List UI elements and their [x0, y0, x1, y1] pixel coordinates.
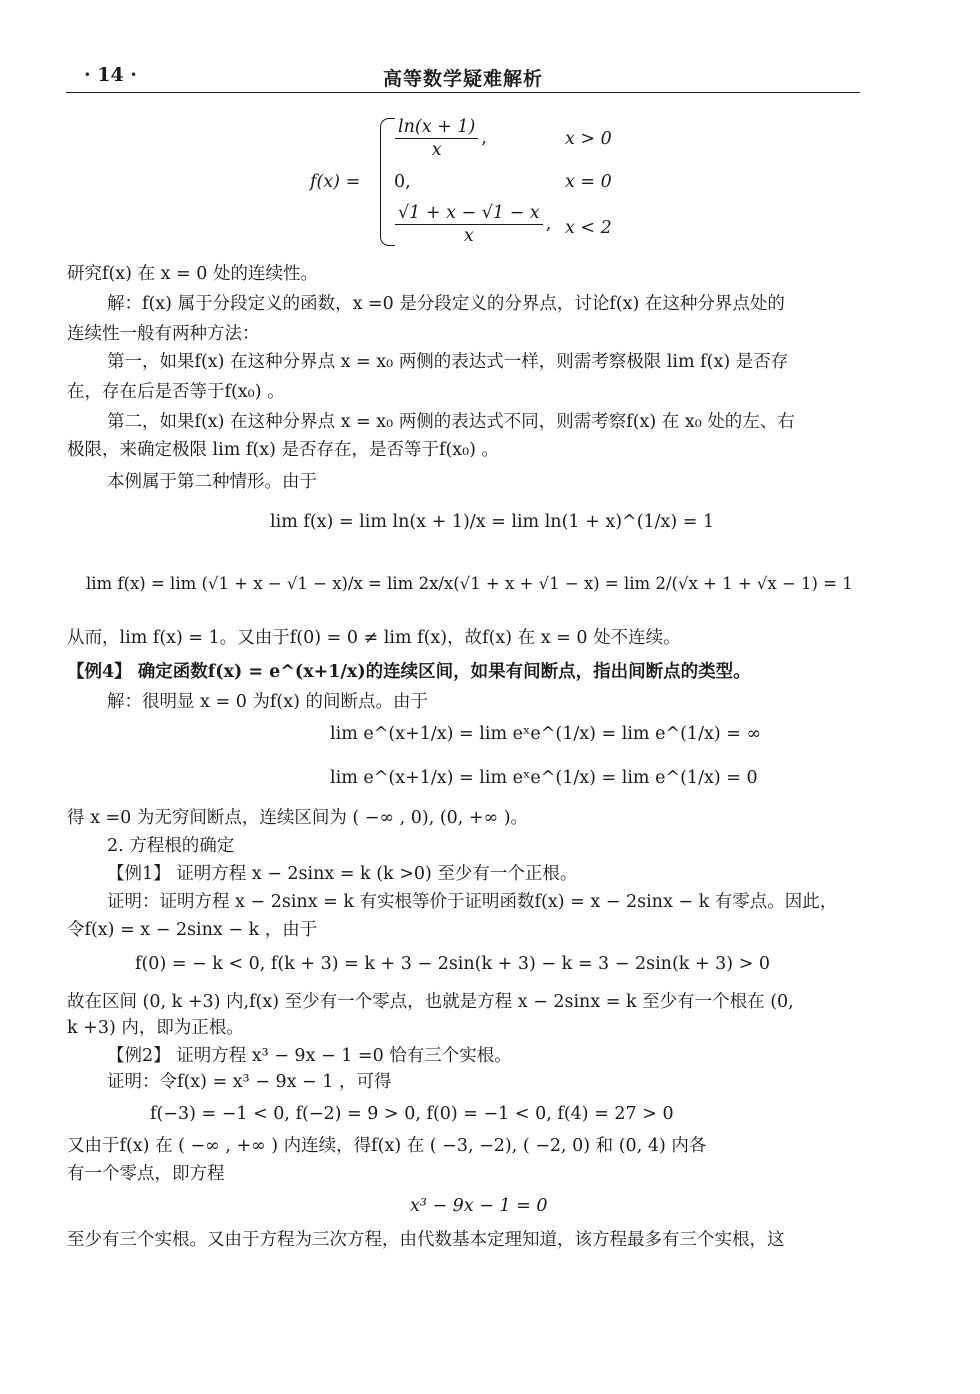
equation-values: f(−3) = −1 < 0, f(−2) = 9 > 0, f(0) = −1 < 0, f(4) = 27 > 0 — [150, 1104, 674, 1124]
text-line: 连续性一般有两种方法： — [67, 324, 260, 344]
equation-e-plus: lim e^(x+1/x) = lim eˣe^(1/x) = lim e^(1/x) = ∞ — [330, 724, 762, 744]
text-line: 本例属于第二种情形。由于 — [107, 472, 317, 492]
example-heading: 【例4】 确定函数f(x) = e^(x+1/x)的连续区间，如果有间断点，指出间断点的类型。 — [67, 662, 751, 682]
text-line: 得 x =0 为无穷间断点，连续区间为 ( −∞ , 0), (0, +∞ )。 — [67, 808, 529, 828]
text-line: 又由于f(x) 在 ( −∞ , +∞ ) 内连续，得f(x) 在 ( −3, −2), ( −2, 0) 和 (0, 4) 内各 — [67, 1136, 707, 1156]
case-2-condition: x = 0 — [565, 172, 612, 192]
text-line: 解：很明显 x = 0 为f(x) 的间断点。由于 — [107, 692, 428, 712]
equation-e-minus: lim e^(x+1/x) = lim eˣe^(1/x) = lim e^(1/x) = 0 — [330, 768, 758, 788]
text-line: 解：f(x) 属于分段定义的函数，x =0 是分段定义的分界点，讨论f(x) 在这种分界点处的 — [107, 294, 785, 314]
case-3-condition: x < 2 — [565, 218, 612, 238]
case-3-denominator: x — [463, 226, 474, 246]
case-1-condition: x > 0 — [565, 129, 612, 149]
page-header — [66, 62, 860, 93]
example-heading: 【例2】 证明方程 x³ − 9x − 1 =0 恰有三个实根。 — [107, 1046, 512, 1066]
text-line: 故在区间 (0, k +3) 内,f(x) 至少有一个零点，也就是方程 x − 2sinx = k 至少有一个根在 (0, — [67, 992, 794, 1012]
equation-cubic: x³ − 9x − 1 = 0 — [410, 1196, 548, 1216]
section-heading: 2. 方程根的确定 — [107, 836, 235, 856]
equation-left-limit: lim f(x) = lim (√1 + x − √1 − x)/x = lim 2x/x(√1 + x + √1 − x) = lim 2/(√x + 1 + √x − 1) = 1 — [86, 574, 853, 593]
text-line: 在，存在后是否等于f(x₀) 。 — [67, 382, 285, 402]
case-3-numerator: √1 + x − √1 − x — [395, 202, 543, 225]
text-line: k +3) 内，即为正根。 — [67, 1018, 244, 1038]
book-title: 高等数学疑难解析 — [382, 68, 543, 90]
piecewise-lhs: f(x) = — [310, 172, 361, 192]
example-heading: 【例1】 证明方程 x − 2sinx = k (k >0) 至少有一个正根。 — [107, 864, 578, 884]
case-1-numerator: ln(x + 1) — [395, 116, 478, 139]
equation-k: f(0) = − k < 0, f(k + 3) = k + 3 − 2sin(k + 3) − k = 3 − 2sin(k + 3) > 0 — [135, 954, 771, 974]
text-line: 极限，来确定极限 lim f(x) 是否存在，是否等于f(x₀) 。 — [67, 440, 500, 460]
equation-right-limit: lim f(x) = lim ln(x + 1)/x = lim ln(1 + x)^(1/x) = 1 — [270, 512, 715, 532]
text-line: 至少有三个实根。又由于方程为三次方程，由代数基本定理知道，该方程最多有三个实根，这 — [67, 1230, 785, 1250]
text-line: 第一，如果f(x) 在这种分界点 x = x₀ 两侧的表达式一样，则需考察极限 lim f(x) 是否存 — [107, 352, 789, 372]
page-number: · 14 · — [84, 64, 137, 86]
case-1: $\frac{\ln(x + 1)}{x}$ , — [392, 116, 487, 161]
text-line: 证明：令f(x) = x³ − 9x − 1 ，可得 — [107, 1072, 392, 1092]
case-3: $\frac{√1 + x - √1 - x}{x}$ , — [392, 202, 551, 247]
text-line: 令f(x) = x − 2sinx − k ，由于 — [67, 920, 318, 940]
text-line: 从而，lim f(x) = 1。又由于f(0) = 0 ≠ lim f(x)，故f(x) 在 x = 0 处不连续。 — [67, 628, 681, 648]
case-1-denominator: x — [431, 140, 442, 160]
text-line: 第二，如果f(x) 在这种分界点 x = x₀ 两侧的表达式不同，则需考察f(x) 在 x₀ 处的左、右 — [107, 412, 795, 432]
text-line: 研究f(x) 在 x = 0 处的连续性。 — [67, 264, 318, 284]
case-2-expr: 0, — [394, 172, 411, 192]
text-line: 有一个零点，即方程 — [67, 1164, 225, 1184]
text-line: 证明：证明方程 x − 2sinx = k 有实根等价于证明函数f(x) = x − 2sinx − k 有零点。因此， — [107, 892, 838, 912]
